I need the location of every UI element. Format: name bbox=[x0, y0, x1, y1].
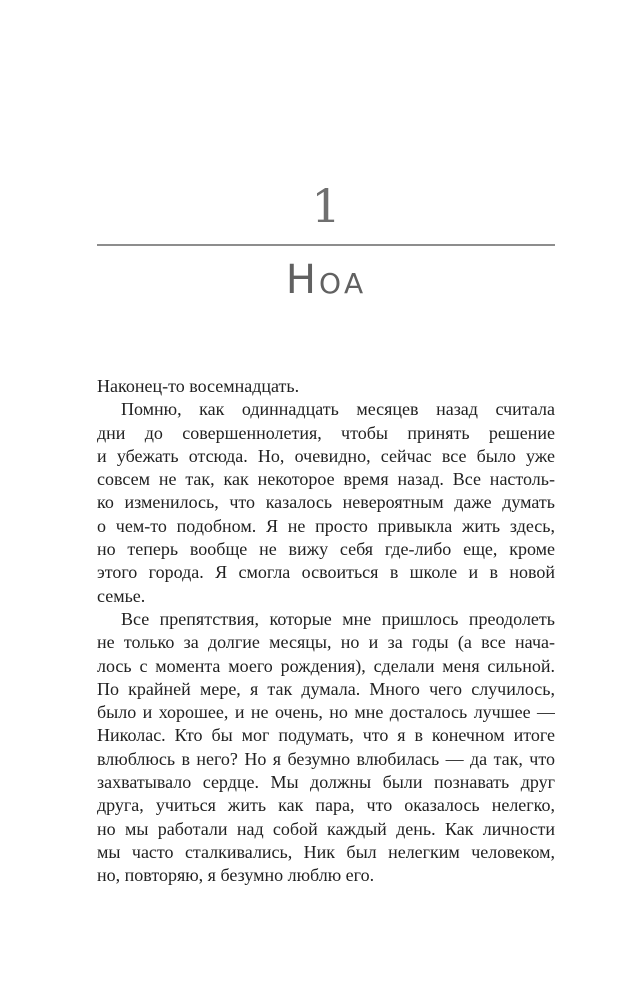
text-line: семье. bbox=[97, 585, 146, 606]
text-line: было и хорошее, и не очень, но мне досталось лучшее — bbox=[97, 702, 555, 723]
text-line: этого города. Я смогла освоиться в школе и в новой bbox=[97, 562, 555, 583]
text-line: мы часто сталкивались, Ник был нелегким человеком, bbox=[97, 841, 555, 862]
text-line: По крайней мере, я так думала. Много чего случилось, bbox=[97, 678, 555, 699]
text-line: но теперь вообще не вижу себя где-либо еще, кроме bbox=[97, 539, 555, 560]
text-line: но, повторяю, я безумно люблю его. bbox=[97, 865, 375, 886]
text-line: друга, учиться жить как пара, что оказалось нелегко, bbox=[97, 795, 555, 816]
text-line: захватывало сердце. Мы должны были познавать друг bbox=[97, 772, 555, 793]
text-line: но мы работали над собой каждый день. Как личности bbox=[97, 818, 555, 839]
text-line: влюблюсь в него? Но я безумно влюбилась — да так, что bbox=[97, 748, 555, 769]
text-line: о чем-то подобном. Я не просто привыкла жить здесь, bbox=[97, 515, 555, 536]
text-line: и убежать отсюда. Но, очевидно, сейчас все было уже bbox=[97, 445, 555, 466]
text-line: лось с момента моего рождения), сделали меня сильной. bbox=[97, 655, 555, 676]
text-line: Николас. Кто бы мог подумать, что я в конечном итоге bbox=[97, 725, 555, 746]
chapter-divider-rule bbox=[97, 244, 555, 246]
text-line: совсем не так, как некоторое время назад. Все настоль- bbox=[97, 469, 555, 490]
chapter-title: Ноа bbox=[285, 257, 367, 303]
chapter-text bbox=[97, 375, 555, 888]
chapter-number: 1 bbox=[311, 179, 341, 233]
text-line: дни до совершеннолетия, чтобы принять решение bbox=[97, 422, 555, 443]
text-line: Помню, как одиннадцать месяцев назад считала bbox=[121, 399, 555, 420]
text-line: Наконец-то восемнадцать. bbox=[97, 376, 300, 396]
text-line: не только за долгие месяцы, но и за годы (а все нача- bbox=[97, 632, 555, 653]
text-line: ко изменилось, что казалось невероятным даже думать bbox=[97, 492, 555, 513]
text-line: Все препятствия, которые мне пришлось преодолеть bbox=[121, 608, 555, 629]
